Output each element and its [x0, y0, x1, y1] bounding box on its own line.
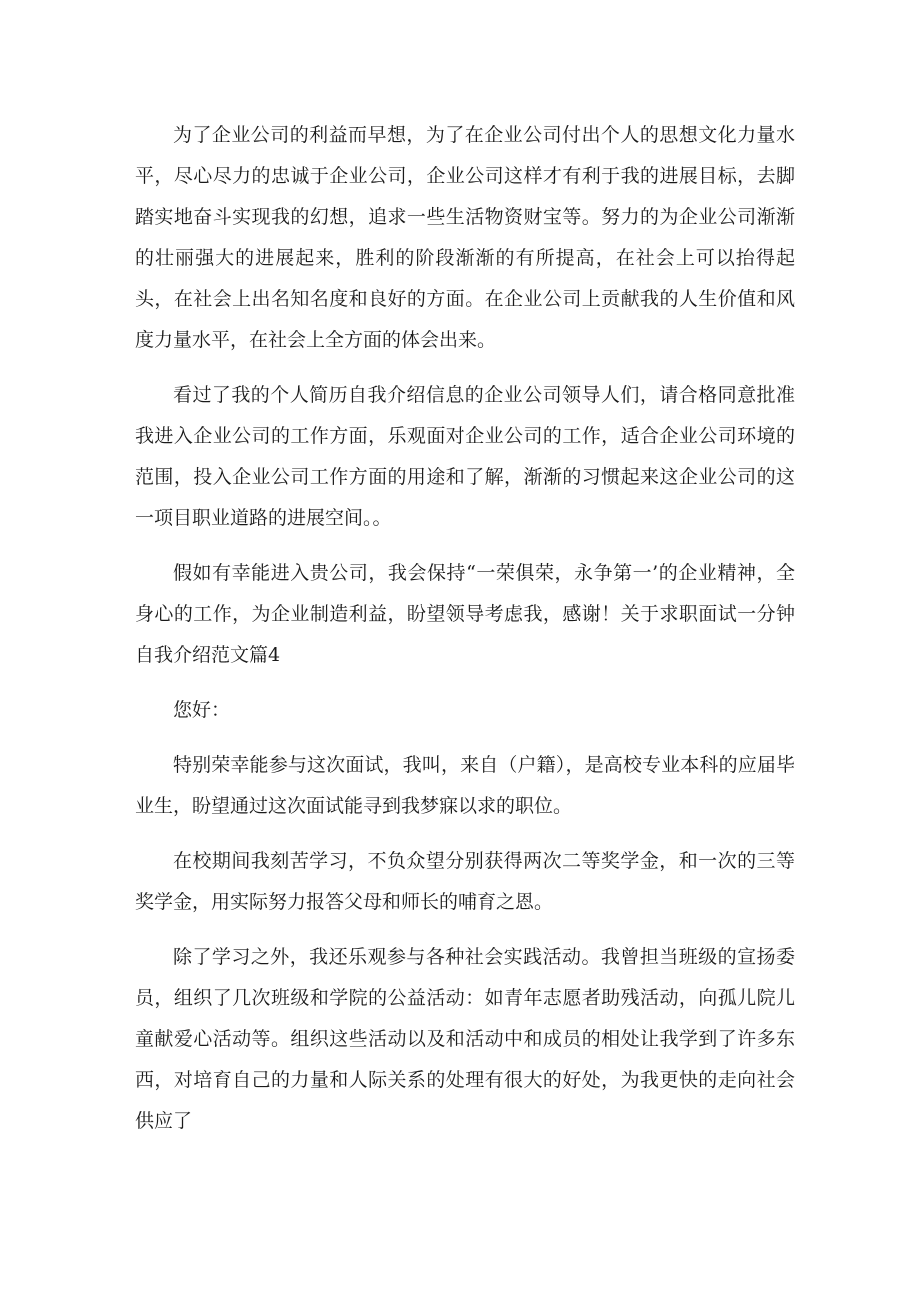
paragraph-6: 在校期间我刻苦学习，不负众望分别获得两次二等奖学金，和一次的三等奖学金，用实际努力报答父母和师长的哺育之恩。	[135, 850, 795, 913]
paragraph-1: 为了企业公司的利益而早想，为了在企业公司付出个人的思想文化力量水平，尽心尽力的忠诚于企业公司，企业公司这样才有利于我的进展目标，去脚踏实地奋斗实现我的幻想，追求一些生活物资财宝等。努力的为企业公司渐渐的壮丽强大的进展起来，胜利的阶段渐渐的有所提高，在社会上可以抬得起头，在社会上出名知名度和良好的方面。在企业公司上贡献我的人生价值和风度力量水平，在社会上全方面的体会出来。	[135, 124, 795, 351]
paragraph-2: 看过了我的个人简历自我介绍信息的企业公司领导人们，请合格同意批准我进入企业公司的工作方面，乐观面对企业公司的工作，适合企业公司环境的范围，投入企业公司工作方面的用途和了解，渐渐的习惯起来这企业公司的这一项目职业道路的进展空间。。	[135, 384, 795, 529]
paragraph-3: 假如有幸能进入贵公司，我会保持“一荣俱荣，永争第一’的企业精神，全身心的工作，为企业制造利益，盼望领导考虑我，感谢！关于求职面试一分钟自我介绍范文篇4	[135, 562, 795, 666]
document-body	[135, 115, 795, 1156]
paragraph-5: 特别荣幸能参与这次面试，我叫，来自（户籍），是高校专业本科的应届毕业生，盼望通过这次面试能寻到我梦寐以求的职位。	[135, 754, 795, 817]
paragraph-greeting: 您好：	[173, 699, 231, 721]
paragraph-7: 除了学习之外，我还乐观参与各种社会实践活动。我曾担当班级的宣扬委员，组织了几次班级和学院的公益活动：如青年志愿者助残活动，向孤儿院儿童献爱心活动等。组织这些活动以及和活动中和成员的相处让我学到了许多东西，对培育自己的力量和人际关系的处理有很大的好处，为我更快的走向社会供应了	[135, 946, 795, 1132]
